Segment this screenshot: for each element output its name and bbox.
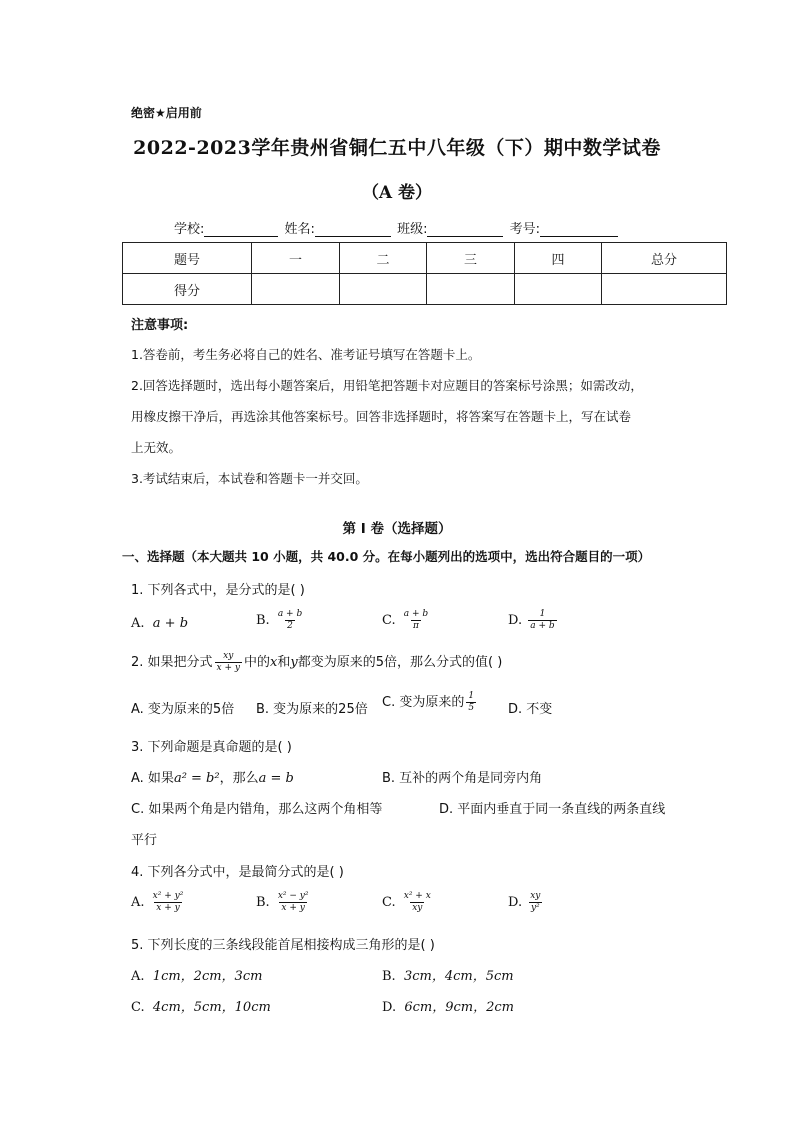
q4-option-d: D. $\frac{xy}{\text{y²}}$ xyxy=(508,891,541,913)
q3-option-b: B. 互补的两个角是同旁内角 xyxy=(382,771,543,786)
q3-option-d-continued: 平行 xyxy=(131,833,158,848)
student-info-line xyxy=(174,218,620,237)
q4-b-fraction: $\frac{\text{x² − y²}}{x + y}$ xyxy=(277,891,309,913)
school-blank xyxy=(204,222,278,237)
q5-option-c: C. 4cm，5cm，10cm xyxy=(131,1000,271,1015)
score-cell xyxy=(252,274,340,305)
score-table-header-row xyxy=(123,243,727,274)
q5-option-b: B. 3cm，4cm，5cm xyxy=(382,969,514,984)
notice-item: 用橡皮擦干净后，再选涂其他答案标号。回答非选择题时，将答案写在答题卡上，写在试卷 xyxy=(131,409,632,424)
q4-option-b: B. $\frac{\text{x² − y²}}{x + y}$ xyxy=(256,891,309,913)
table-cell: 一 xyxy=(252,243,340,274)
score-cell xyxy=(515,274,602,305)
notice-item: 3.考试结束后，本试卷和答题卡一并交回。 xyxy=(131,471,368,486)
class-blank xyxy=(427,222,503,237)
exam-no-label: 考号: xyxy=(509,222,540,237)
section-description: 一、选择题（本大题共 10 小题，共 40.0 分。在每小题列出的选项中，选出符合题目的一项） xyxy=(122,549,651,564)
q2-option-b: B. 变为原来的25倍 xyxy=(256,702,368,717)
q1-option-a: A. a + b xyxy=(131,616,189,631)
table-cell: 得分 xyxy=(123,274,252,305)
name-blank xyxy=(315,222,391,237)
question-4-stem: 4. 下列各分式中，是最简分式的是( ) xyxy=(131,865,344,880)
score-cell xyxy=(427,274,515,305)
question-5-stem: 5. 下列长度的三条线段能首尾相接构成三角形的是( ) xyxy=(131,938,435,953)
notice-item: 上无效。 xyxy=(131,440,182,455)
exam-title: 2022-2023学年贵州省铜仁五中八年级（下）期中数学试卷 xyxy=(133,137,661,159)
school-label: 学校: xyxy=(174,222,205,237)
score-cell xyxy=(340,274,427,305)
q4-a-fraction: $\frac{\text{x² + y²}}{x + y}$ xyxy=(152,891,184,913)
score-table-score-row xyxy=(123,274,727,305)
section-title: 第 I 卷（选择题） xyxy=(342,521,452,537)
q2-option-a: A. 变为原来的5倍 xyxy=(131,702,235,717)
question-3-stem: 3. 下列命题是真命题的是( ) xyxy=(131,740,292,755)
q2-option-d: D. 不变 xyxy=(508,702,553,717)
table-cell: 总分 xyxy=(602,243,727,274)
notice-item: 1.答卷前，考生务必将自己的姓名、准考证号填写在答题卡上。 xyxy=(131,347,481,362)
q2-option-c: C. 变为原来的 $\frac{1}{5}$ xyxy=(382,691,475,713)
q4-option-a: A. $\frac{\text{x² + y²}}{x + y}$ xyxy=(131,891,184,913)
q4-d-fraction: $\frac{xy}{\text{y²}}$ xyxy=(530,891,541,913)
notice-item: 2.回答选择题时，选出每小题答案后，用铅笔把答题卡对应题目的答案标号涂黑；如需改动， xyxy=(131,378,643,393)
q4-option-c: C. $\frac{\text{x² + x}}{xy}$ xyxy=(382,891,431,913)
notice-heading: 注意事项: xyxy=(131,318,189,333)
q5-option-d: D. 6cm，9cm，2cm xyxy=(382,1000,514,1015)
exam-subtitle: （A 卷） xyxy=(361,183,433,203)
q3-option-a: A. 如果a² = b²，那么a = b xyxy=(131,771,294,786)
table-cell: 三 xyxy=(427,243,515,274)
q4-c-fraction: $\frac{\text{x² + x}}{xy}$ xyxy=(403,891,431,913)
score-table xyxy=(122,242,727,305)
table-cell: 四 xyxy=(515,243,602,274)
q3-option-c: C. 如果两个角是内错角，那么这两个角相等 xyxy=(131,802,383,817)
q1-option-c: C. $\frac{a + b}{\pi}$ xyxy=(382,609,429,631)
name-label: 姓名: xyxy=(284,222,315,237)
question-1-stem: 1. 下列各式中，是分式的是( ) xyxy=(131,583,305,598)
secret-mark: 绝密★启用前 xyxy=(131,106,202,120)
table-cell: 二 xyxy=(340,243,427,274)
table-cell: 题号 xyxy=(123,243,252,274)
q1-b-fraction: $\frac{a + b}{2}$ xyxy=(277,609,303,631)
exam-no-blank xyxy=(540,222,618,237)
q2-c-fraction: $\frac{1}{5}$ xyxy=(468,691,475,713)
q2-fraction: $\frac{xy}{x + y}$ xyxy=(216,651,240,673)
q1-d-fraction: $\frac{1}{a + b}$ xyxy=(530,609,555,631)
score-cell xyxy=(602,274,727,305)
question-2-stem: 2. 如果把分式 $\frac{xy}{x + y}$ 中的x和y都变为原来的5倍，那么分式的值( ) xyxy=(131,651,503,673)
class-label: 班级: xyxy=(397,222,428,237)
q5-option-a: A. 1cm，2cm，3cm xyxy=(131,969,263,984)
q1-option-b: B. $\frac{a + b}{2}$ xyxy=(256,609,303,631)
q1-option-d: D. $\frac{1}{a + b}$ xyxy=(508,609,555,631)
q3-option-d: D. 平面内垂直于同一条直线的两条直线 xyxy=(439,802,666,817)
q1-c-fraction: $\frac{a + b}{\pi}$ xyxy=(403,609,429,631)
